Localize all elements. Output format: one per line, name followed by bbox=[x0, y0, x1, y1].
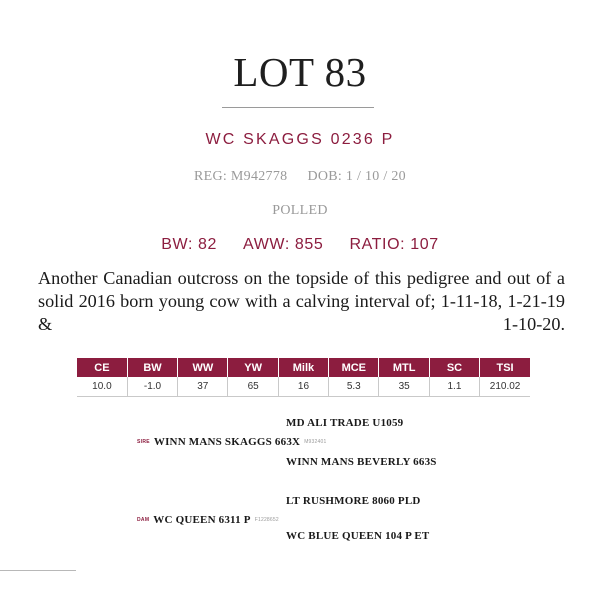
epd-value-row bbox=[77, 377, 530, 397]
performance-stats bbox=[0, 236, 600, 254]
sire-label: SIRE bbox=[137, 439, 150, 446]
sire-registration: M932401 bbox=[304, 439, 327, 446]
animal-name: WC SKAGGS 0236 P bbox=[205, 131, 395, 148]
epd-table bbox=[77, 358, 530, 397]
date-of-birth: DOB: 1 / 10 / 20 bbox=[307, 169, 406, 184]
epd-value-yw: 65 bbox=[228, 377, 278, 397]
epd-header-mce: MCE bbox=[329, 358, 379, 377]
epd-header-row bbox=[77, 358, 530, 377]
polled-status: POLLED bbox=[272, 203, 328, 218]
dam-registration: F1228652 bbox=[254, 517, 279, 524]
weaning-ratio: RATIO: 107 bbox=[349, 236, 439, 253]
epd-value-bw: -1.0 bbox=[127, 377, 177, 397]
epd-value-mce: 5.3 bbox=[329, 377, 379, 397]
registration-number: REG: M942778 bbox=[194, 169, 288, 184]
epd-header-ww: WW bbox=[178, 358, 228, 377]
epd-header-ce: CE bbox=[77, 358, 127, 377]
birth-weight: BW: 82 bbox=[161, 236, 218, 253]
epd-header-mtl: MTL bbox=[379, 358, 429, 377]
pedigree-dam-sire: LT RUSHMORE 8060 PLD bbox=[286, 495, 421, 507]
epd-value-mtl: 35 bbox=[379, 377, 429, 397]
epd-header-tsi: TSI bbox=[480, 358, 530, 377]
pedigree-dam: WC QUEEN 6311 P bbox=[153, 514, 251, 526]
epd-value-milk: 16 bbox=[278, 377, 328, 397]
epd-value-ww: 37 bbox=[178, 377, 228, 397]
pedigree-sire-line bbox=[137, 436, 326, 448]
footer-divider bbox=[0, 570, 76, 571]
epd-header-yw: YW bbox=[228, 358, 278, 377]
pedigree-sire-dam: WINN MANS BEVERLY 663S bbox=[286, 456, 437, 468]
pedigree-dam-line bbox=[137, 514, 279, 526]
epd-value-ce: 10.0 bbox=[77, 377, 127, 397]
epd-header-milk: Milk bbox=[278, 358, 328, 377]
pedigree-dam-dam: WC BLUE QUEEN 104 P ET bbox=[286, 530, 430, 542]
lot-description: Another Canadian outcross on the topside of this pedigree and out of a solid 2016 born young cow with a calving interval of; 1-11-18, 1-21-19 & 1-10-20. bbox=[38, 268, 565, 334]
epd-header-sc: SC bbox=[429, 358, 479, 377]
epd-header-bw: BW bbox=[127, 358, 177, 377]
lot-title: LOT 83 bbox=[233, 49, 367, 95]
registration-line bbox=[0, 169, 600, 185]
title-divider bbox=[222, 107, 374, 108]
adjusted-weaning-weight: AWW: 855 bbox=[243, 236, 324, 253]
pedigree-sire-sire: MD ALI TRADE U1059 bbox=[286, 417, 404, 429]
epd-value-sc: 1.1 bbox=[429, 377, 479, 397]
pedigree-sire: WINN MANS SKAGGS 663X bbox=[153, 436, 301, 448]
dam-label: DAM bbox=[137, 517, 150, 524]
epd-value-tsi: 210.02 bbox=[480, 377, 530, 397]
